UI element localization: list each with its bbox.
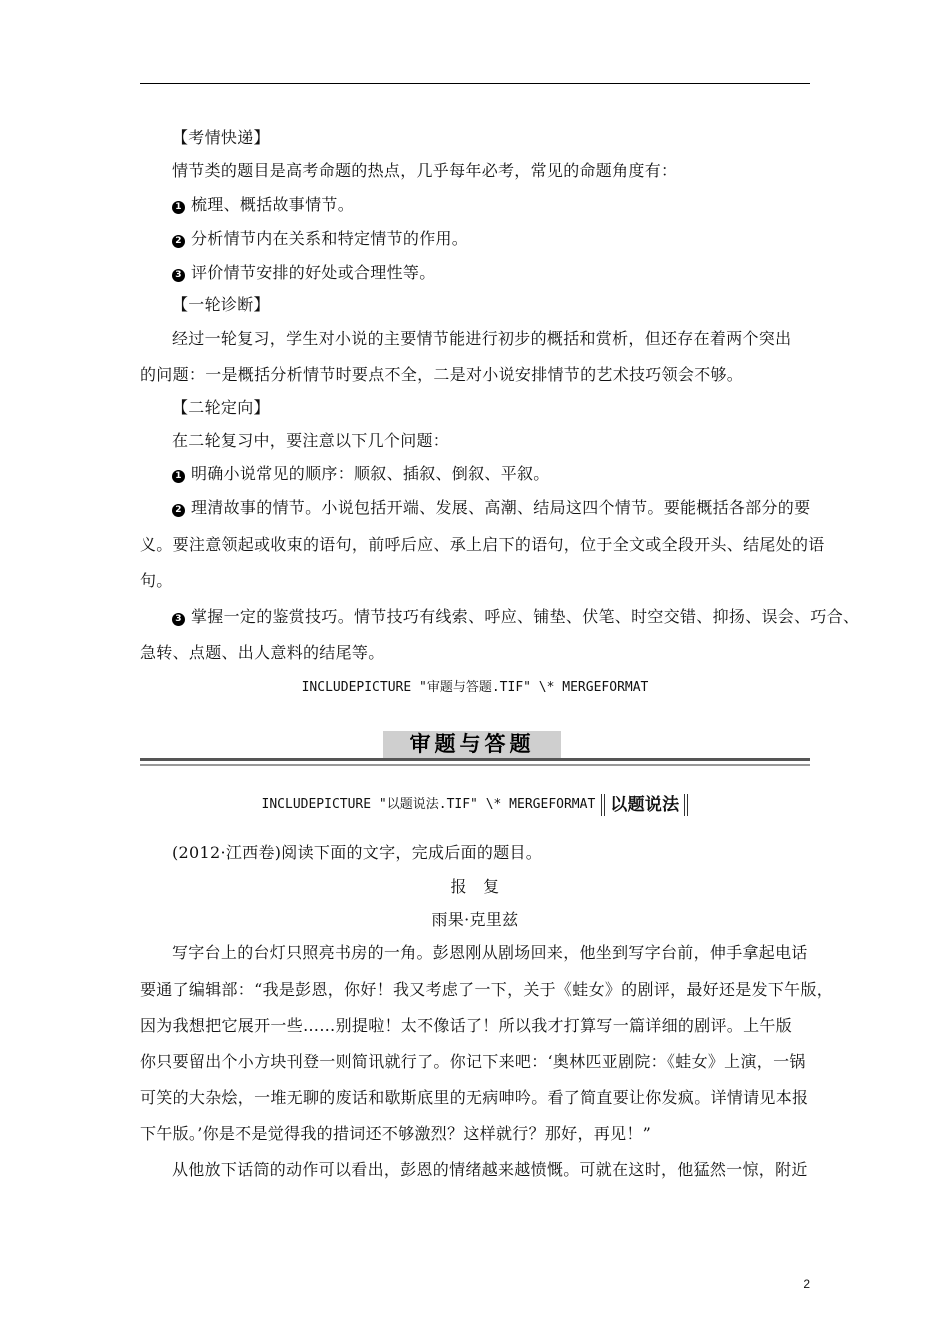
list-item: 1 明确小说常见的顺序：顺叙、插叙、倒叙、平叙。	[172, 463, 550, 485]
paragraph-line: 义。要注意领起或收束的语句，前呼后应、承上启下的语句，位于全文或全段开头、结尾处的语	[140, 535, 825, 554]
page-number: 2	[803, 1277, 810, 1291]
section-heading-yilun: 【一轮诊断】	[172, 295, 270, 314]
field-code-includepicture: INCLUDEPICTURE "以题说法.TIF" \* MERGEFORMAT	[261, 797, 596, 812]
section3-intro: 在二轮复习中，要注意以下几个问题：	[172, 431, 450, 450]
paragraph-line: 你只要留出个小方块刊登一则简讯就行了。你记下来吧：‘奥林匹亚剧院：《蛙女》上演，一锅	[140, 1052, 806, 1071]
list-item: 3 评价情节安排的好处或合理性等。	[172, 262, 436, 284]
number-bullet-icon: 1	[172, 470, 185, 483]
paragraph-line: 要通了编辑部：“我是彭恩，你好！我又考虑了一下，关于《蛙女》的剧评，最好还是发下午版，	[140, 980, 834, 999]
paragraph-line: 从他放下话筒的动作可以看出，彭恩的情绪越来越愤慨。可就在这时，他猛然一惊，附近	[172, 1160, 808, 1179]
banner-title: 审题与答题	[409, 731, 535, 756]
section1-intro: 情节类的题目是高考命题的热点，几乎每年必考，常见的命题角度有：	[172, 161, 678, 180]
story-author: 雨果·克里兹	[431, 910, 519, 929]
tag-label: 以题说法	[601, 794, 688, 816]
number-bullet-icon: 3	[172, 613, 185, 626]
number-bullet-icon: 3	[172, 269, 185, 282]
number-bullet-icon: 2	[172, 235, 185, 248]
section-banner	[140, 728, 810, 768]
list-item: 1 梳理、概括故事情节。	[172, 194, 354, 216]
paragraph-line: 写字台上的台灯只照亮书房的一角。彭恩刚从剧场回来，他坐到写字台前，伸手拿起电话	[172, 943, 808, 962]
paragraph-line: 的问题：一是概括分析情节时要点不全，二是对小说安排情节的艺术技巧领会不够。	[140, 365, 744, 384]
section-heading-erlun: 【二轮定向】	[172, 398, 270, 417]
list-item: 2 分析情节内在关系和特定情节的作用。	[172, 228, 468, 250]
list-item: 2 理清故事的情节。小说包括开端、发展、高潮、结局这四个情节。要能概括各部分的要	[172, 497, 810, 519]
paragraph-line: 经过一轮复习，学生对小说的主要情节能进行初步的概括和赏析，但还存在着两个突出	[172, 329, 792, 348]
field-code-includepicture: INCLUDEPICTURE "审题与答题.TIF" \* MERGEFORMAT	[301, 680, 649, 695]
header-rule	[140, 83, 810, 84]
paragraph-line: 急转、点题、出人意料的结尾等。	[140, 643, 385, 662]
paragraph-line: 下午版。’你是不是觉得我的措词还不够激烈？这样就行？那好，再见！”	[140, 1124, 652, 1143]
question-intro: (2012·江西卷)阅读下面的文字，完成后面的题目。	[172, 843, 543, 862]
story-title: 报 复	[450, 877, 500, 896]
list-item: 3 掌握一定的鉴赏技巧。情节技巧有线索、呼应、铺垫、伏笔、时空交错、抑扬、误会、巧合、	[172, 606, 859, 628]
number-bullet-icon: 2	[172, 504, 185, 517]
paragraph-line: 因为我想把它展开一些……别提啦！太不像话了！所以我才打算写一篇详细的剧评。上午版	[140, 1016, 793, 1035]
field-line-yitishuofa	[140, 792, 810, 816]
section-heading-kaoqing: 【考情快递】	[172, 128, 270, 147]
number-bullet-icon: 1	[172, 201, 185, 214]
paragraph-line: 可笑的大杂烩，一堆无聊的废话和歇斯底里的无病呻吟。看了简直要让你发疯。详情请见本报	[140, 1088, 809, 1107]
paragraph-line: 句。	[140, 571, 173, 590]
